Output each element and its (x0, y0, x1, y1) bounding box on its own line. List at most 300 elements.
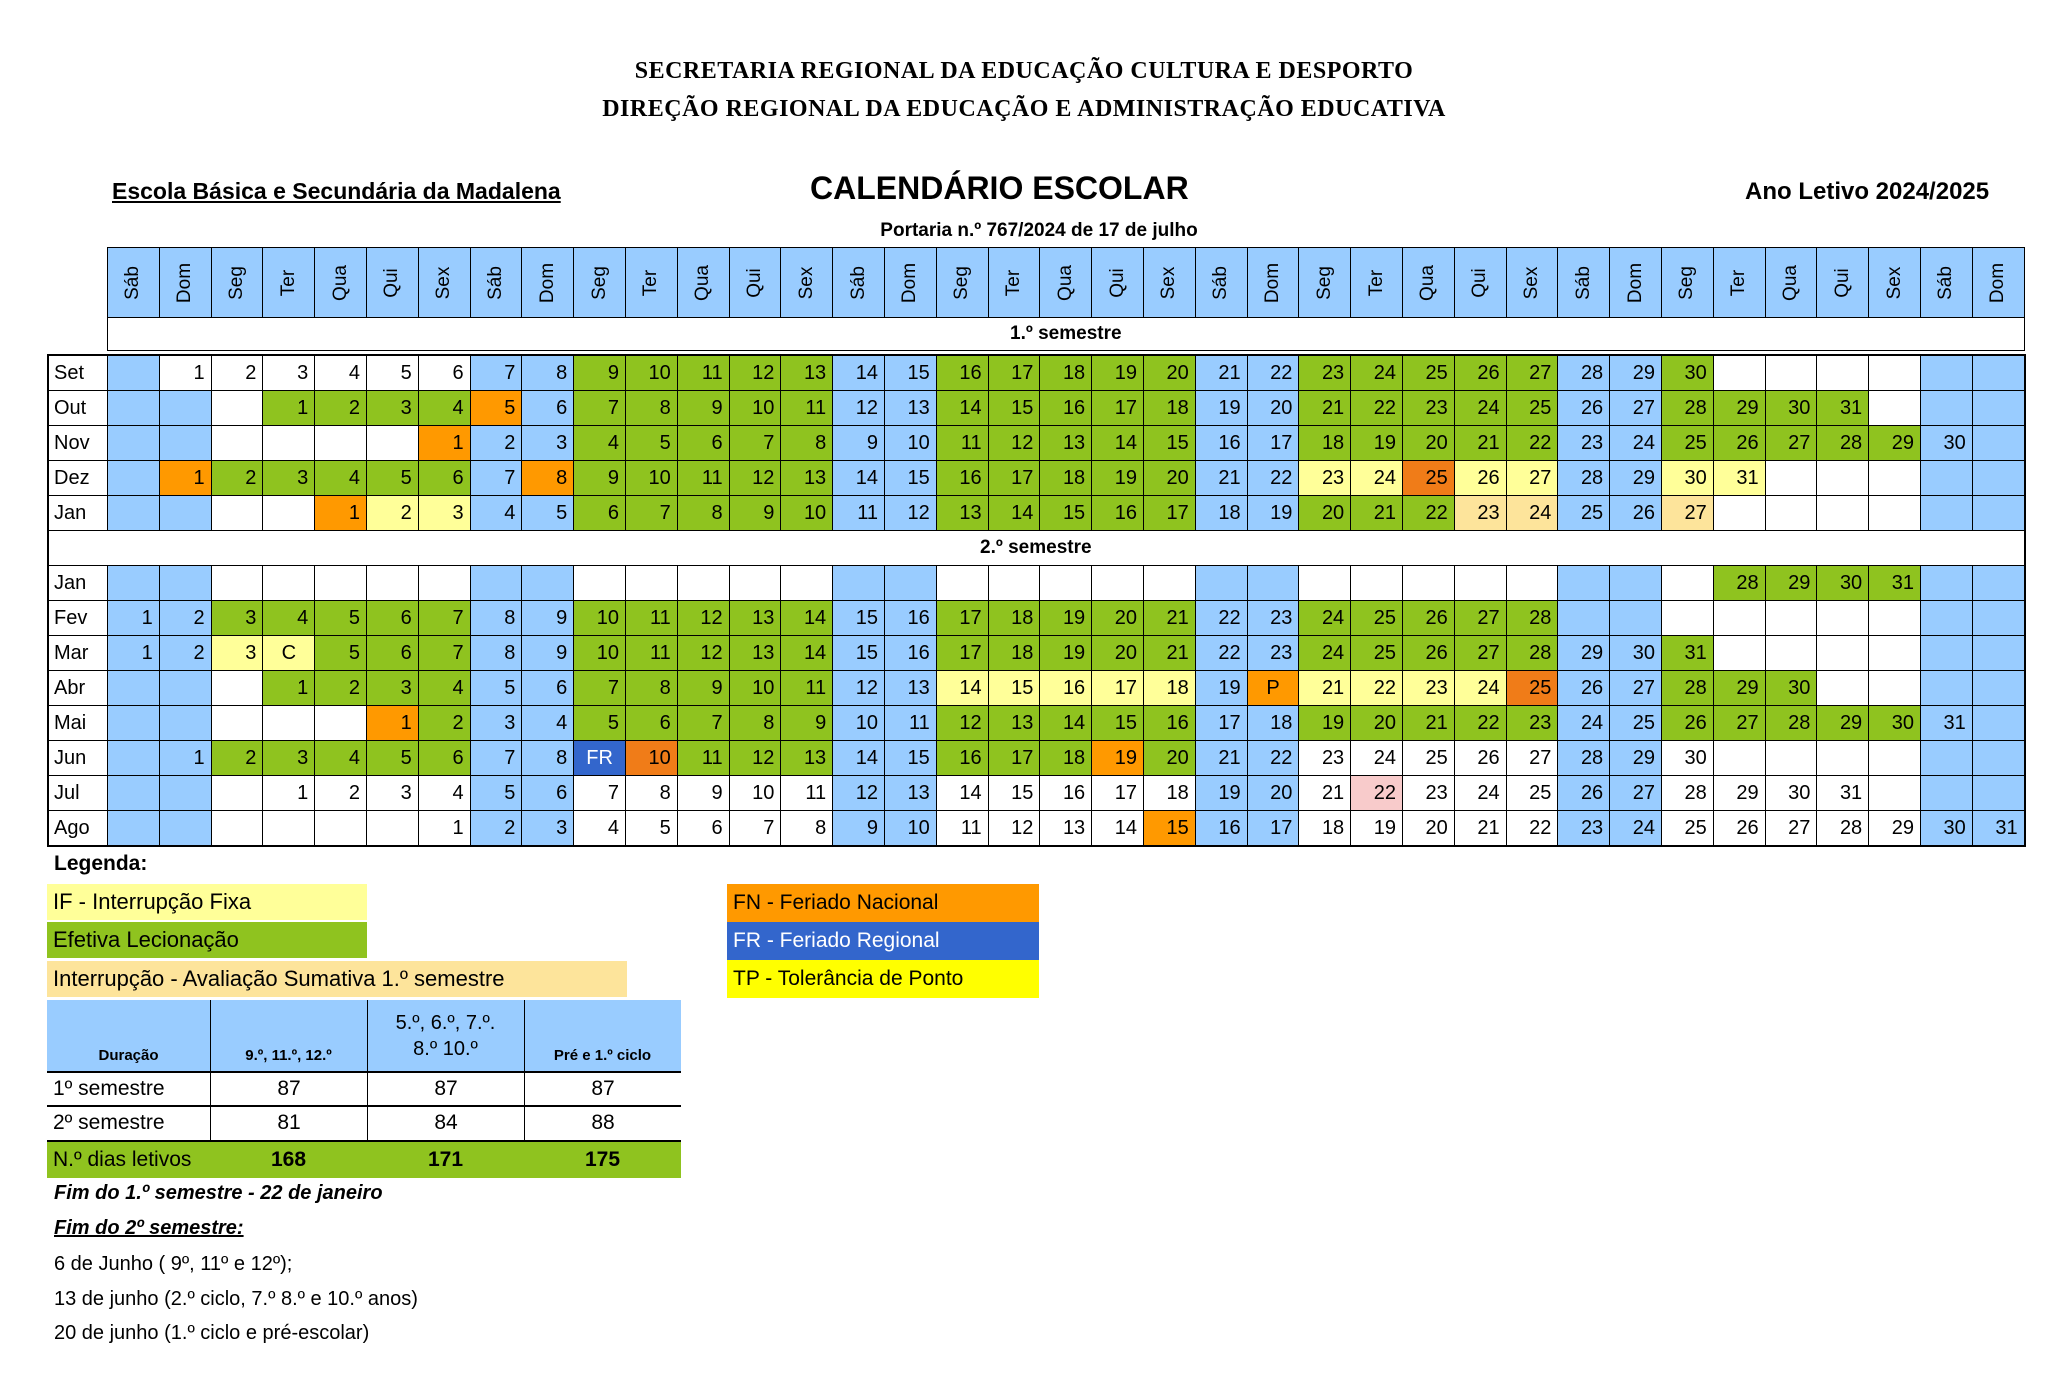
day-cell: 8 (677, 495, 730, 531)
day-cell: 28 (1816, 425, 1869, 461)
day-cell: 16 (1039, 670, 1092, 706)
day-cell: 19 (1298, 705, 1351, 741)
day-cell: 27 (1661, 495, 1714, 531)
day-cell: 27 (1506, 355, 1559, 391)
day-cell: 24 (1557, 705, 1610, 741)
end-second-semester-line-1: 6 de Junho ( 9º, 11º e 12º); (54, 1253, 293, 1275)
weekday-header (677, 247, 730, 318)
day-cell: 24 (1350, 355, 1403, 391)
day-cell: 12 (884, 495, 937, 531)
day-cell: 13 (884, 670, 937, 706)
day-cell: 14 (780, 600, 833, 636)
day-cell: 4 (418, 670, 471, 706)
weekday-header (262, 247, 315, 318)
day-cell: 24 (1609, 810, 1662, 846)
semester-2-header: 2.º semestre (47, 530, 2025, 566)
day-cell: 23 (1298, 740, 1351, 776)
day-cell: 1 (418, 425, 471, 461)
empty-cell (1713, 355, 1766, 391)
duration-header-divider (367, 1000, 368, 1072)
day-cell: 24 (1298, 635, 1351, 671)
day-cell: 19 (1195, 775, 1248, 811)
day-cell: 10 (625, 740, 678, 776)
empty-cell (107, 495, 160, 531)
empty-cell (107, 565, 160, 601)
month-label: Jan (47, 565, 108, 601)
day-cell: 9 (729, 495, 782, 531)
empty-cell (1972, 390, 2025, 426)
day-cell: 14 (832, 460, 885, 496)
day-cell: 6 (521, 390, 574, 426)
day-cell: 4 (418, 775, 471, 811)
empty-cell (159, 810, 212, 846)
day-cell: 2 (314, 670, 367, 706)
day-cell: 31 (1972, 810, 2025, 846)
day-cell: 15 (884, 460, 937, 496)
weekday-label: Sáb (1572, 265, 1594, 300)
weekday-label: Dom (1987, 262, 2009, 303)
empty-cell (1661, 600, 1714, 636)
day-cell: 10 (729, 670, 782, 706)
day-cell: 9 (677, 390, 730, 426)
day-cell: 18 (1298, 425, 1351, 461)
weekday-label: Qui (743, 267, 765, 298)
day-cell: 21 (1350, 495, 1403, 531)
day-cell: 28 (1765, 705, 1818, 741)
empty-cell (1868, 495, 1921, 531)
empty-cell (1039, 565, 1092, 601)
day-cell: 13 (884, 390, 937, 426)
day-cell: 1 (159, 740, 212, 776)
day-cell: 21 (1454, 425, 1507, 461)
month-label: Ago (47, 810, 108, 846)
weekday-header (1506, 247, 1559, 318)
day-cell: 24 (1298, 600, 1351, 636)
day-cell: 12 (988, 810, 1041, 846)
weekday-label: Qua (1779, 264, 1801, 301)
weekday-header (211, 247, 264, 318)
day-cell: 27 (1454, 635, 1507, 671)
day-cell: 1 (107, 600, 160, 636)
day-cell: 17 (1247, 425, 1300, 461)
day-cell: 5 (470, 775, 523, 811)
empty-cell (107, 390, 160, 426)
day-cell: 26 (1557, 670, 1610, 706)
day-cell: 15 (1143, 425, 1196, 461)
day-cell: 30 (1765, 390, 1818, 426)
day-cell: 16 (936, 460, 989, 496)
day-cell: 2 (366, 495, 419, 531)
month-label: Mai (47, 705, 108, 741)
day-cell: 12 (832, 390, 885, 426)
day-cell: 16 (1195, 810, 1248, 846)
day-cell: 11 (832, 495, 885, 531)
empty-cell (159, 670, 212, 706)
legend-national-holiday: FN - Feriado Nacional (727, 884, 1039, 922)
day-cell: 1 (262, 390, 315, 426)
empty-cell (936, 565, 989, 601)
day-cell: 5 (470, 390, 523, 426)
empty-cell (1972, 425, 2025, 461)
empty-cell (1920, 565, 1973, 601)
empty-cell (677, 565, 730, 601)
day-cell: 7 (729, 425, 782, 461)
duration-cell: 84 (367, 1106, 524, 1140)
day-cell: 16 (884, 600, 937, 636)
day-cell: 15 (988, 775, 1041, 811)
day-cell: 5 (470, 670, 523, 706)
empty-cell (107, 810, 160, 846)
day-cell: 17 (1247, 810, 1300, 846)
day-cell: 31 (1661, 635, 1714, 671)
day-cell: 5 (366, 740, 419, 776)
day-cell: 4 (314, 460, 367, 496)
day-cell: 18 (1039, 460, 1092, 496)
empty-cell (1816, 355, 1869, 391)
day-cell: 13 (729, 635, 782, 671)
day-cell: 5 (366, 460, 419, 496)
day-cell: 20 (1143, 740, 1196, 776)
day-cell: 13 (936, 495, 989, 531)
empty-cell (107, 355, 160, 391)
day-cell: 21 (1298, 670, 1351, 706)
day-cell: 2 (159, 635, 212, 671)
empty-cell (884, 565, 937, 601)
day-cell: 20 (1143, 460, 1196, 496)
day-cell: 13 (988, 705, 1041, 741)
empty-cell (470, 565, 523, 601)
day-cell: 14 (1091, 810, 1144, 846)
empty-cell (1972, 635, 2025, 671)
day-cell: 28 (1557, 355, 1610, 391)
duration-header-divider (524, 1000, 525, 1072)
empty-cell (1972, 460, 2025, 496)
day-cell: 13 (780, 460, 833, 496)
day-cell: 10 (832, 705, 885, 741)
weekday-header (1402, 247, 1455, 318)
day-cell: 13 (1039, 425, 1092, 461)
duration-header: Pré e 1.º ciclo (524, 1000, 681, 1072)
empty-cell (211, 705, 264, 741)
day-cell: 26 (1402, 635, 1455, 671)
day-cell: 2 (470, 810, 523, 846)
weekday-label: Dom (899, 262, 921, 303)
empty-cell (1816, 670, 1869, 706)
day-cell: 24 (1454, 390, 1507, 426)
weekday-label: Ter (277, 269, 299, 296)
day-cell: 23 (1454, 495, 1507, 531)
day-cell: 27 (1609, 390, 1662, 426)
day-cell: 18 (1039, 355, 1092, 391)
month-label: Jan (47, 495, 108, 531)
day-cell: 29 (1713, 670, 1766, 706)
duration-header (367, 1000, 524, 1072)
legend-effective-teaching: Efetiva Lecionação (47, 922, 367, 958)
empty-cell (1920, 635, 1973, 671)
day-cell: 17 (1091, 390, 1144, 426)
empty-cell (1868, 460, 1921, 496)
empty-cell (1816, 460, 1869, 496)
month-label: Jul (47, 775, 108, 811)
day-cell: 21 (1143, 600, 1196, 636)
day-cell: 10 (729, 775, 782, 811)
day-cell: 20 (1402, 425, 1455, 461)
empty-cell (262, 565, 315, 601)
legend-title: Legenda: (54, 852, 148, 875)
day-cell: 7 (470, 460, 523, 496)
legend-evaluation-interruption: Interrupção - Avaliação Sumativa 1.º semestre (47, 961, 627, 997)
duration-total-cell: 175 (524, 1142, 681, 1178)
day-cell: 10 (625, 460, 678, 496)
day-cell: 12 (729, 740, 782, 776)
weekday-header (729, 247, 782, 318)
empty-cell (1402, 565, 1455, 601)
day-cell: 3 (366, 390, 419, 426)
weekday-label: Dom (536, 262, 558, 303)
empty-cell (1972, 495, 2025, 531)
day-cell: 4 (418, 390, 471, 426)
day-cell: 31 (1868, 565, 1921, 601)
day-cell: 26 (1454, 355, 1507, 391)
day-cell: 9 (677, 670, 730, 706)
weekday-header (1816, 247, 1869, 318)
day-cell: 22 (1195, 600, 1248, 636)
day-cell: 11 (677, 460, 730, 496)
day-cell: 10 (625, 355, 678, 391)
weekday-header (988, 247, 1041, 318)
header-line-1: SECRETARIA REGIONAL DA EDUCAÇÃO CULTURA E DESPORTO (634, 58, 1414, 84)
day-cell: 19 (1091, 460, 1144, 496)
day-cell: 9 (573, 460, 626, 496)
weekday-header (1195, 247, 1248, 318)
end-second-semester-line-2: 13 de junho (2.º ciclo, 7.º 8.º e 10.º anos) (54, 1288, 418, 1310)
weekday-label: Sáb (1210, 265, 1232, 300)
day-cell: 11 (936, 425, 989, 461)
day-cell: 1 (262, 670, 315, 706)
day-cell: 12 (988, 425, 1041, 461)
empty-cell (1868, 775, 1921, 811)
month-label: Fev (47, 600, 108, 636)
day-cell: 3 (211, 635, 264, 671)
day-cell: 25 (1557, 495, 1610, 531)
day-cell: 5 (521, 495, 574, 531)
day-cell: 6 (677, 425, 730, 461)
duration-cell: 87 (210, 1072, 367, 1106)
day-cell: 31 (1816, 775, 1869, 811)
day-cell: 14 (936, 775, 989, 811)
empty-cell (107, 705, 160, 741)
day-cell: 30 (1920, 425, 1973, 461)
day-cell: 23 (1402, 390, 1455, 426)
day-cell: 1 (314, 495, 367, 531)
day-cell: 28 (1816, 810, 1869, 846)
empty-cell (1920, 495, 1973, 531)
empty-cell (1609, 600, 1662, 636)
month-label: Jun (47, 740, 108, 776)
weekday-header (1454, 247, 1507, 318)
day-cell: 8 (521, 355, 574, 391)
day-cell: 27 (1506, 460, 1559, 496)
weekday-header (1713, 247, 1766, 318)
day-cell: 11 (936, 810, 989, 846)
empty-cell (211, 775, 264, 811)
empty-cell (159, 565, 212, 601)
day-cell: 17 (1143, 495, 1196, 531)
day-cell: 25 (1506, 670, 1559, 706)
day-cell: 26 (1609, 495, 1662, 531)
day-cell: 22 (1506, 810, 1559, 846)
day-cell: 22 (1402, 495, 1455, 531)
empty-cell (729, 565, 782, 601)
weekday-header (107, 247, 160, 318)
duration-row-divider (47, 1071, 681, 1073)
day-cell: 31 (1713, 460, 1766, 496)
day-cell: 12 (832, 670, 885, 706)
day-cell: 17 (988, 460, 1041, 496)
day-cell: 12 (832, 775, 885, 811)
day-cell: 21 (1298, 390, 1351, 426)
day-cell: 6 (418, 355, 471, 391)
empty-cell (1713, 740, 1766, 776)
day-cell: 28 (1557, 740, 1610, 776)
empty-cell (314, 425, 367, 461)
day-cell: 24 (1454, 670, 1507, 706)
day-cell: 28 (1661, 670, 1714, 706)
empty-cell (107, 425, 160, 461)
day-cell: 18 (1195, 495, 1248, 531)
empty-cell (1765, 355, 1818, 391)
school-year: Ano Letivo 2024/2025 (1745, 178, 1990, 205)
empty-cell (314, 565, 367, 601)
empty-cell (1868, 390, 1921, 426)
empty-cell (211, 810, 264, 846)
day-cell: 29 (1609, 740, 1662, 776)
day-cell: 23 (1506, 705, 1559, 741)
empty-cell (832, 565, 885, 601)
day-cell: 28 (1713, 565, 1766, 601)
day-cell: 3 (521, 425, 574, 461)
day-cell: 3 (366, 775, 419, 811)
empty-cell (107, 775, 160, 811)
day-cell: 18 (1298, 810, 1351, 846)
weekday-label: Qua (692, 264, 714, 301)
weekday-label: Dom (1261, 262, 1283, 303)
page-title: CALENDÁRIO ESCOLAR (810, 170, 1189, 206)
day-cell: 27 (1506, 740, 1559, 776)
empty-cell (1920, 775, 1973, 811)
weekday-label: Qui (1106, 267, 1128, 298)
weekday-header (884, 247, 937, 318)
empty-cell (1557, 600, 1610, 636)
weekday-header (780, 247, 833, 318)
day-cell: 30 (1765, 670, 1818, 706)
day-cell: 15 (988, 390, 1041, 426)
empty-cell (366, 565, 419, 601)
weekday-label: Seg (588, 265, 610, 300)
empty-cell (1972, 740, 2025, 776)
day-cell: 19 (1091, 355, 1144, 391)
day-cell: 26 (1454, 740, 1507, 776)
weekday-header (1972, 247, 2025, 318)
day-cell: 21 (1402, 705, 1455, 741)
day-cell: 1 (159, 355, 212, 391)
empty-cell (780, 565, 833, 601)
weekday-label: Seg (1676, 265, 1698, 300)
empty-cell (1091, 565, 1144, 601)
day-cell: 26 (1454, 460, 1507, 496)
duration-row-label: 2º semestre (47, 1106, 210, 1140)
day-cell: 7 (729, 810, 782, 846)
day-cell: 2 (418, 705, 471, 741)
weekday-label: Sex (795, 266, 817, 299)
day-cell: 4 (262, 600, 315, 636)
day-cell: 10 (573, 635, 626, 671)
day-cell: 8 (521, 460, 574, 496)
weekday-header (1920, 247, 1973, 318)
day-cell: 12 (936, 705, 989, 741)
month-label: Dez (47, 460, 108, 496)
day-cell: 11 (625, 600, 678, 636)
empty-cell (1298, 565, 1351, 601)
day-cell: 6 (366, 600, 419, 636)
day-cell: 2 (314, 390, 367, 426)
day-cell: 15 (884, 355, 937, 391)
day-cell: 27 (1609, 670, 1662, 706)
day-cell: 7 (573, 390, 626, 426)
day-cell: 20 (1247, 775, 1300, 811)
day-cell: 25 (1609, 705, 1662, 741)
day-cell: 8 (470, 600, 523, 636)
weekday-header (418, 247, 471, 318)
day-cell: 22 (1506, 425, 1559, 461)
day-cell: 11 (780, 390, 833, 426)
duration-cell: 87 (524, 1072, 681, 1106)
day-cell: 9 (832, 425, 885, 461)
weekday-label: Ter (1365, 269, 1387, 296)
day-cell: 29 (1609, 460, 1662, 496)
day-cell: 14 (936, 390, 989, 426)
day-cell: 17 (1091, 775, 1144, 811)
day-cell: 22 (1247, 740, 1300, 776)
empty-cell (159, 495, 212, 531)
day-cell: 6 (366, 635, 419, 671)
day-cell: 13 (780, 355, 833, 391)
day-cell: 26 (1557, 390, 1610, 426)
month-label: Set (47, 355, 108, 391)
day-cell: 24 (1609, 425, 1662, 461)
day-cell: 13 (884, 775, 937, 811)
empty-cell (1972, 705, 2025, 741)
weekday-header (832, 247, 885, 318)
empty-cell (314, 705, 367, 741)
day-cell: 27 (1713, 705, 1766, 741)
weekday-label: Sex (1520, 266, 1542, 299)
duration-cell: 81 (210, 1106, 367, 1140)
day-cell: 15 (988, 670, 1041, 706)
empty-cell (262, 810, 315, 846)
legend-tolerance: TP - Tolerância de Ponto (727, 960, 1039, 998)
weekday-label: Sex (1158, 266, 1180, 299)
day-cell: 1 (159, 460, 212, 496)
day-cell: 29 (1765, 565, 1818, 601)
empty-cell (107, 460, 160, 496)
weekday-label: Ter (640, 269, 662, 296)
day-cell: 14 (1091, 425, 1144, 461)
empty-cell (1713, 635, 1766, 671)
day-cell: 29 (1868, 425, 1921, 461)
end-second-semester-line-3: 20 de junho (1.º ciclo e pré-escolar) (54, 1322, 370, 1344)
weekday-label: Qui (1831, 267, 1853, 298)
